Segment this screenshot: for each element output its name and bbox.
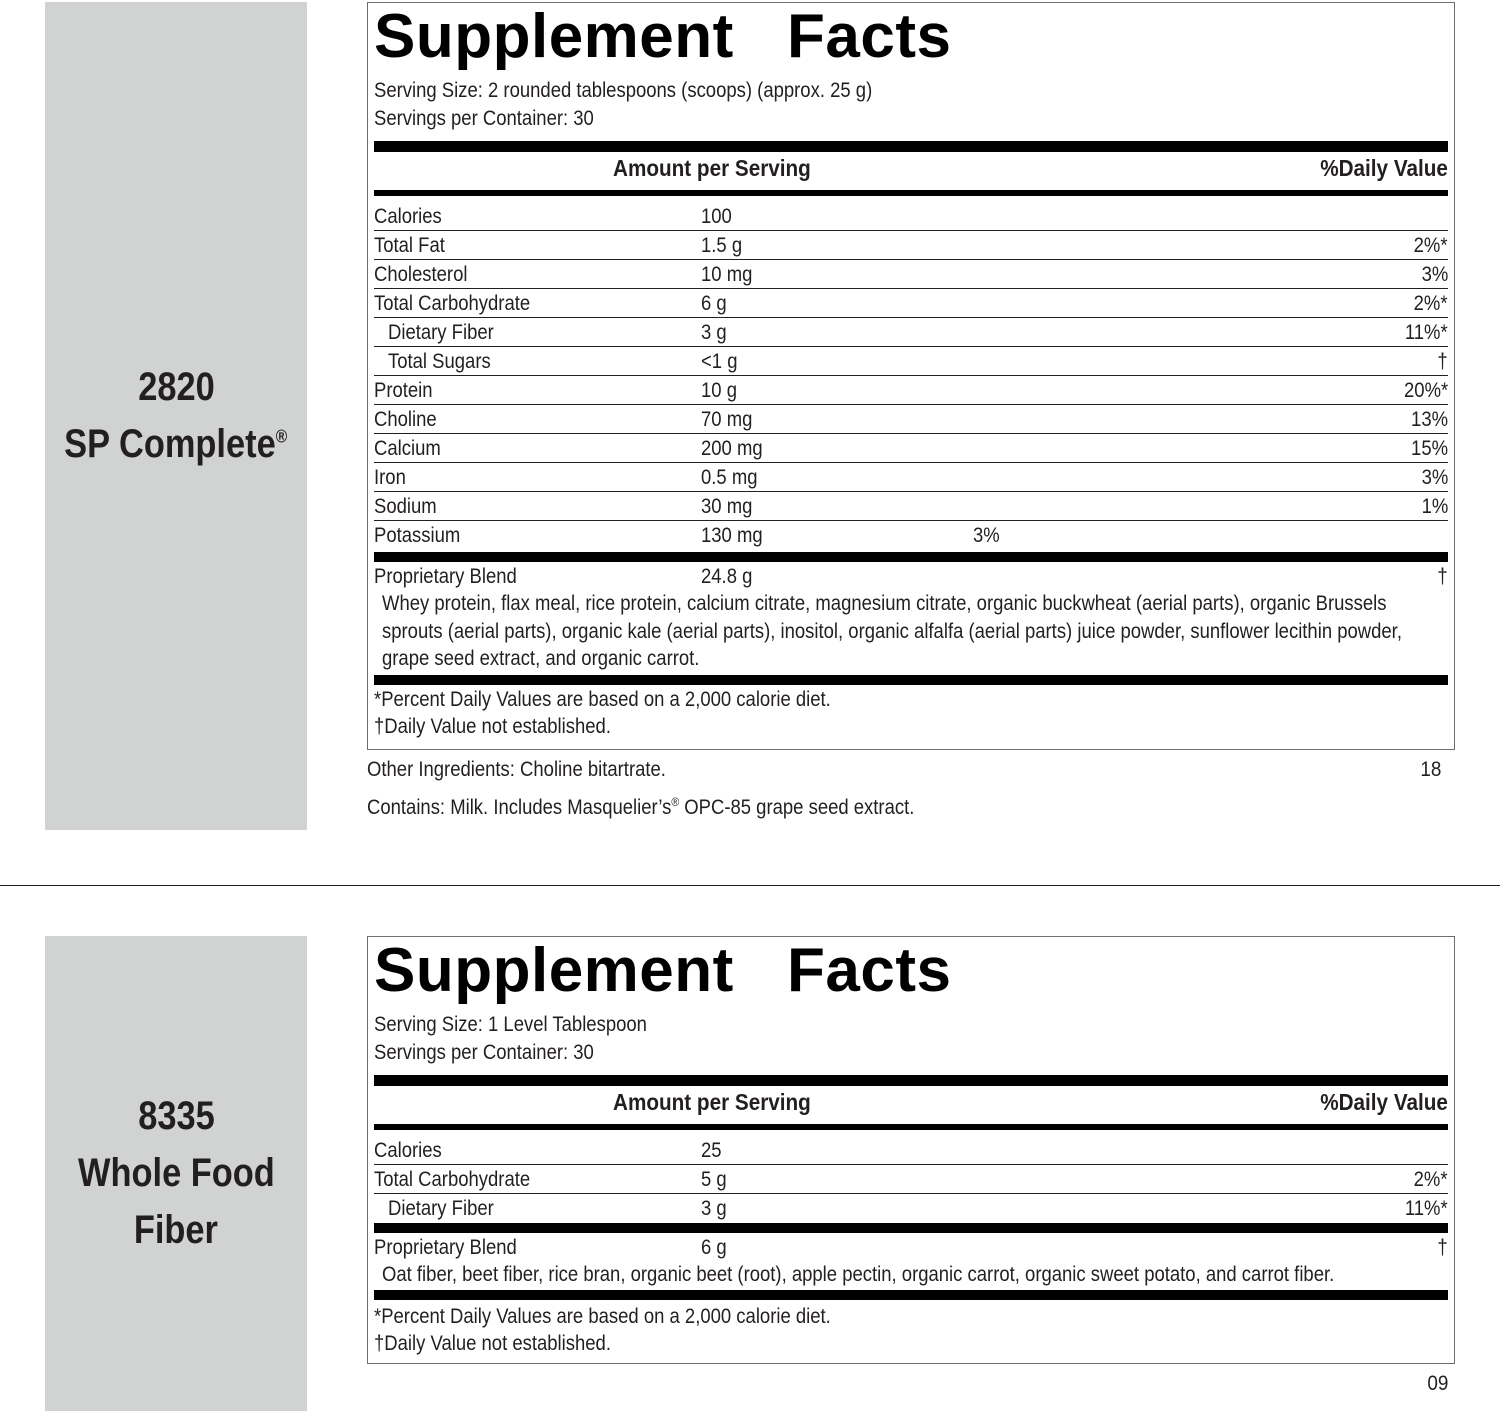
medium-rule [374, 190, 1448, 196]
facts-title-word-facts: Facts [787, 936, 952, 1005]
nutrient-name: Total Sugars [388, 350, 491, 373]
thick-rule [374, 141, 1448, 152]
nutrient-daily-value: † [1437, 350, 1448, 373]
facts-title [374, 1, 951, 73]
nutrient-amount: 200 mg [701, 437, 763, 460]
nutrient-name: Cholesterol [374, 263, 468, 286]
product-name: SP Complete [64, 422, 277, 466]
nutrient-row [374, 1136, 1448, 1165]
nutrient-row [374, 463, 1448, 492]
supplement-facts-panel [367, 936, 1455, 1364]
thick-rule [374, 1290, 1448, 1300]
nutrient-name: Total Carbohydrate [374, 292, 531, 315]
blend-ingredients: Oat fiber, beet fiber, rice bran, organic beet (root), apple pectin, organic carrot, organic sweet potato, and carrot fiber. [382, 1263, 1335, 1286]
nutrient-row [374, 260, 1448, 289]
product-name-line [65, 416, 288, 473]
nutrient-row [374, 492, 1448, 521]
serving-size: Serving Size: 1 Level Tablespoon [374, 1013, 647, 1036]
footnote-dagger: †Daily Value not established. [374, 715, 611, 738]
daily-value-header: %Daily Value [1320, 1089, 1448, 1115]
nutrient-name: Choline [374, 408, 437, 431]
facts-title-word-facts: Facts [787, 2, 952, 71]
nutrient-row [374, 318, 1448, 347]
proprietary-blend-row [374, 562, 1448, 591]
facts-title [374, 935, 951, 1007]
nutrient-name: Calcium [374, 437, 441, 460]
nutrient-row [374, 202, 1448, 231]
nutrient-daily-value: 11%* [1405, 321, 1448, 344]
product-name-line-2: Fiber [133, 1208, 219, 1252]
nutrient-daily-value: 2%* [1414, 1168, 1448, 1191]
section-divider [0, 885, 1500, 886]
nutrient-name: Protein [374, 379, 433, 402]
nutrient-row [374, 521, 1448, 550]
nutrient-row [374, 289, 1448, 318]
serving-size: Serving Size: 2 rounded tablespoons (scoops) (approx. 25 g) [374, 79, 873, 102]
nutrient-daily-value: 13% [1411, 408, 1448, 431]
nutrient-daily-value: 20%* [1403, 379, 1448, 402]
other-ingredients: Other Ingredients: Choline bitartrate. [367, 758, 666, 781]
contains-prefix: Contains: Milk. Includes Masquelier’s [367, 796, 672, 819]
nutrient-row [374, 376, 1448, 405]
nutrient-amount: 3 g [701, 1197, 727, 1220]
product-code: 8335 [137, 1094, 215, 1138]
nutrient-daily-value: 11%* [1405, 1197, 1448, 1220]
nutrient-daily-value: 3% [1421, 263, 1448, 286]
product-label-panel [45, 936, 307, 1411]
blend-name: Proprietary Blend [374, 565, 517, 588]
page-number: 09 [1426, 1372, 1448, 1395]
thick-rule [374, 675, 1448, 685]
servings-per-container: Servings per Container: 30 [374, 1041, 594, 1064]
product-label-panel [45, 2, 307, 830]
nutrient-amount: 130 mg [701, 524, 763, 547]
facts-title-word-supplement: Supplement [374, 936, 734, 1005]
nutrient-name: Total Carbohydrate [374, 1168, 531, 1191]
nutrient-amount: 70 mg [701, 408, 753, 431]
blend-amount: 24.8 g [701, 565, 753, 588]
nutrient-amount: 10 mg [701, 263, 753, 286]
nutrient-daily-value: 15% [1411, 437, 1448, 460]
blend-ingredients: Whey protein, flax meal, rice protein, calcium citrate, magnesium citrate, organic buckwheat (aerial parts), organic Brussels sprouts (aerial parts), organic kale (aerial parts), inositol, organic alfalfa (aerial parts) juice powder, sunflower lecithin powder, grape seed extract, and organic carrot. [382, 592, 1402, 670]
page-number: 18 [1419, 758, 1441, 781]
daily-value-header: %Daily Value [1320, 155, 1448, 181]
nutrient-daily-value: 1% [1421, 495, 1448, 518]
nutrient-amount: 1.5 g [701, 234, 743, 257]
nutrient-name: Calories [374, 1139, 442, 1162]
proprietary-blend-row [374, 1233, 1448, 1262]
nutrient-daily-value: 3% [1421, 466, 1448, 489]
nutrient-daily-value: 2%* [1414, 234, 1448, 257]
nutrient-amount: 25 [701, 1139, 722, 1162]
servings-per-container: Servings per Container: 30 [374, 107, 594, 130]
nutrient-amount: 30 mg [701, 495, 753, 518]
registered-mark: ® [671, 795, 680, 809]
registered-mark: ® [276, 426, 288, 447]
footnote-dagger: †Daily Value not established. [374, 1332, 611, 1355]
blend-name: Proprietary Blend [374, 1236, 517, 1259]
nutrient-row [374, 434, 1448, 463]
nutrient-name: Sodium [374, 495, 437, 518]
thick-rule [374, 1075, 1448, 1086]
nutrient-name: Iron [374, 466, 406, 489]
contains-suffix: OPC-85 grape seed extract. [679, 796, 915, 819]
amount-per-serving-header: Amount per Serving [613, 1089, 811, 1115]
nutrient-daily-value: 3% [973, 524, 1000, 547]
product-code: 2820 [137, 365, 215, 409]
blend-daily-value: † [1437, 565, 1448, 588]
amount-per-serving-header: Amount per Serving [613, 155, 811, 181]
facts-title-word-supplement: Supplement [374, 2, 734, 71]
nutrient-name: Dietary Fiber [388, 321, 494, 344]
blend-daily-value: † [1437, 1236, 1448, 1259]
nutrient-amount: 5 g [701, 1168, 727, 1191]
nutrient-row [374, 1194, 1448, 1223]
product-name-line-1: Whole Food [77, 1151, 275, 1195]
nutrient-daily-value: 2%* [1414, 292, 1448, 315]
nutrient-row [374, 231, 1448, 260]
medium-rule [374, 1124, 1448, 1130]
nutrient-name: Potassium [374, 524, 461, 547]
thick-rule [374, 552, 1448, 562]
nutrient-amount: <1 g [701, 350, 738, 373]
footnote-percent-daily: *Percent Daily Values are based on a 2,000 calorie diet. [374, 1305, 831, 1328]
thick-rule [374, 1223, 1448, 1233]
footnote-percent-daily: *Percent Daily Values are based on a 2,000 calorie diet. [374, 688, 831, 711]
nutrient-name: Dietary Fiber [388, 1197, 494, 1220]
nutrient-amount: 100 [701, 205, 732, 228]
nutrient-name: Calories [374, 205, 442, 228]
contains-statement [367, 794, 914, 822]
nutrient-row [374, 1165, 1448, 1194]
nutrient-row [374, 347, 1448, 376]
nutrient-name: Total Fat [374, 234, 445, 257]
nutrient-row [374, 405, 1448, 434]
nutrient-amount: 10 g [701, 379, 737, 402]
nutrient-amount: 3 g [701, 321, 727, 344]
nutrient-amount: 0.5 mg [701, 466, 758, 489]
blend-amount: 6 g [701, 1236, 727, 1259]
nutrient-amount: 6 g [701, 292, 727, 315]
supplement-facts-panel [367, 2, 1455, 750]
